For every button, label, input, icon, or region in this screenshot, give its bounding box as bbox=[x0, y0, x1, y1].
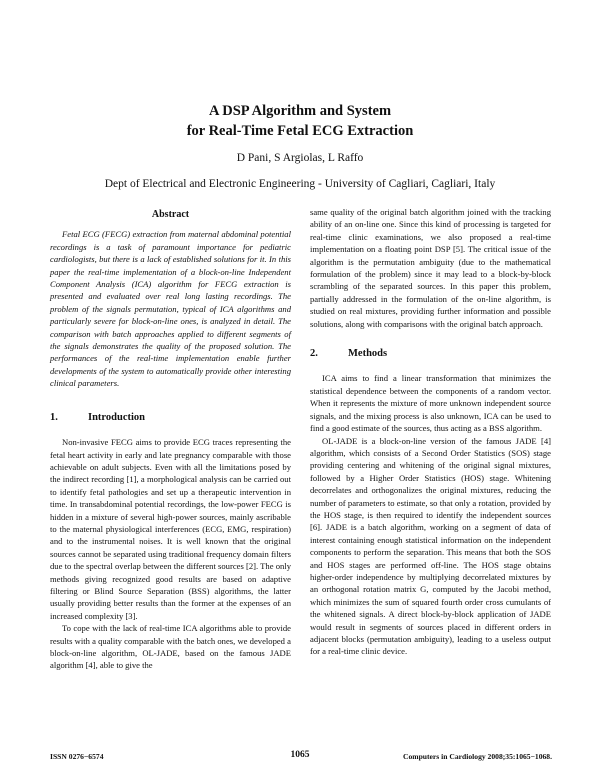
methods-paragraph-1: ICA aims to find a linear transformation that minimizes the statistical dependence between the components of a random vector. When it represents the mixture of more unknown independent source signals, and the mixing process is also unknown, ICA can be used to find a good estimate of the sources, thus acting as a BSS algorithm. bbox=[310, 373, 551, 434]
section-heading-methods bbox=[310, 348, 551, 360]
section-title: Methods bbox=[348, 348, 388, 360]
section-number: 2. bbox=[310, 348, 318, 360]
intro-paragraph-3: same quality of the original batch algorithm joined with the tracking ability of an on-line one. Since this kind of processing is targeted for real-time clinic examinations, we also proposed a real-time implementation on a floating point DSP [5]. The critical issue of the algorithm is the permutation ambiguity (due to the mathematical formulation of the problem) since it may lead to a block-by-block scrambling of the separated sources. In this paper this problem, partially addressed in the formulation of the on-line algorithm, is studied on real mixtures, providing further information and possible solutions, along with comparisons with the original batch approach. bbox=[310, 207, 551, 329]
right-column bbox=[310, 206, 551, 658]
intro-paragraph-2: To cope with the lack of real-time ICA algorithms able to provide results with a quality comparable with the batch ones, we developed a block-on-line algorithm, OL-JADE, based on the famous JADE algorithm [4], able to give the bbox=[50, 623, 291, 671]
section-number: 1. bbox=[50, 411, 58, 423]
left-column bbox=[50, 209, 291, 672]
methods-paragraph-2: OL-JADE is a block-on-line version of the famous JADE [4] algorithm, which consists of a Second Order Statistics (SOS) stage providing centering and whitening of the original signal mixtures, followed by a Higher Order Statistics (HOS) stage. Whitening decorrelates and orthogonalizes the original mixtures, reducing the number of parameters to estimate, so that only a rotation, provided by the HOS stage, is then required to identify the independent sources [6]. JADE is a batch algorithm, working on a segment of data of interest containing enough statistical information on the independent components to perform the separation. This means that both the SOS and HOS stages are performed off-line. The HOS stage obtains higher-order independence by multiplying decorrelated mixtures by an orthogonal rotation matrix G, computed by the Jacobi method, which minimizes the sum of squared fourth order cross cumulants of the whitened signals. A direct block-by-block application of JADE would result in segments of sources placed in different orders in adjacent blocks (permutation ambiguity), leading to a useless output for a real-time clinic device. bbox=[310, 435, 551, 657]
paper-title bbox=[0, 101, 600, 141]
abstract-text: Fetal ECG (FECG) extraction from maternal abdominal potential recordings is a task of paramount importance for pediatric cardiologists, but there is a lack of established solutions for it. In this paper the real-time implementation of a block-on-line Independent Component Analysis (ICA) algorithm for FECG extraction is presented and evaluated over real long lasting recordings. The problem of the signals permutation, typical of ICA algorithms and particularly severe for block-on-line ones, is analyzed in detail. The comparison with batch approaches applied to different segments of the signals demonstrates the quality of the proposed solution. The performances of the real-time implementation enable further developments of the system to automatically provide other interesting clinical parameters. bbox=[50, 229, 291, 389]
footer-issn: ISSN 0276−6574 bbox=[50, 752, 104, 761]
title-line-2: for Real-Time Fetal ECG Extraction bbox=[186, 123, 414, 139]
intro-paragraph-1: Non-invasive FECG aims to provide ECG traces representing the fetal heart activity in early and late pregnancy comparable with those achievable on adult subjects. Even with all the limitations posed by the indirect recording [1], a morphological analysis can be carried out to identify fetal pathologies and set up a therapeutic intervention in time. In transabdominal potential recordings, the low-power FECG is hidden in a mixture of several high-power sources, mainly ascribable to the maternal physiological interferences (ECG, EMG, respiration) and to the instrumental noises. It is well known that the original sources cannot be separated using traditional frequency domain filters due to the spectral overlap between the different sources [2]. The only methods giving recognized good results are based on adaptive filtering or Blind Source Separation (BSS) algorithms, the latter usually providing better results than the former at the expenses of an increased complexity [3]. bbox=[50, 437, 291, 621]
affiliation: Dept of Electrical and Electronic Engineering - University of Cagliari, Cagliari, Italy bbox=[104, 178, 496, 190]
abstract-heading: Abstract bbox=[151, 209, 190, 220]
authors: D Pani, S Argiolas, L Raffo bbox=[236, 152, 364, 164]
section-title: Introduction bbox=[88, 411, 145, 423]
footer-page-number: 1065 bbox=[290, 750, 310, 760]
section-heading-introduction bbox=[50, 412, 291, 424]
footer-journal: Computers in Cardiology 2008;35:1065−1068. bbox=[402, 752, 552, 761]
title-line-1: A DSP Algorithm and System bbox=[208, 103, 392, 119]
